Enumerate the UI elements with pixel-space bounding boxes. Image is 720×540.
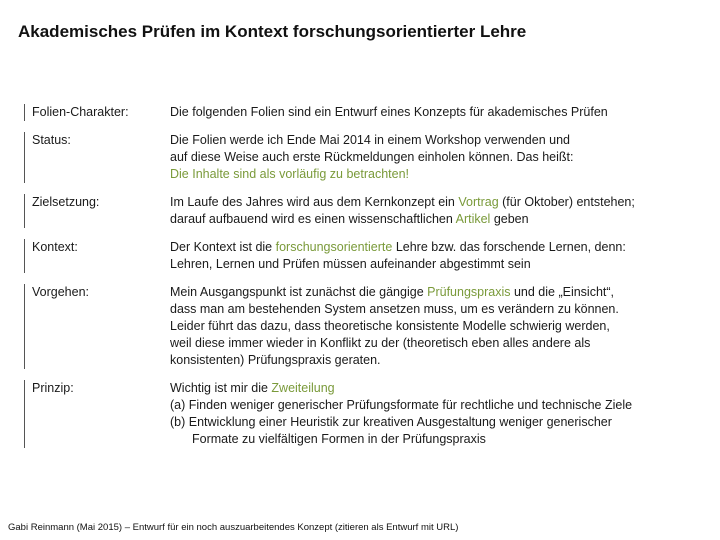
row-vorgehen <box>24 284 694 369</box>
row-text <box>170 380 694 448</box>
text-segment: Die Folien werde ich Ende Mai 2014 in einem Workshop verwenden und <box>170 133 570 147</box>
row-label: Vorgehen: <box>24 284 170 369</box>
slide-title: Akademisches Prüfen im Kontext forschungsorientierter Lehre <box>18 22 527 41</box>
text-line <box>170 239 694 256</box>
text-segment: Die folgenden Folien sind ein Entwurf eines Konzepts für akademisches Prüfen <box>170 105 608 119</box>
text-segment: Im Laufe des Jahres wird aus dem Kernkonzept ein <box>170 195 459 209</box>
row-kontext <box>24 239 694 273</box>
text-line <box>170 318 694 335</box>
row-text <box>170 284 694 369</box>
text-segment: Leider führt das dazu, dass theoretische konsistente Modelle schwierig werden, <box>170 319 610 333</box>
row-zielsetzung <box>24 194 694 228</box>
text-line <box>170 211 694 228</box>
row-label: Status: <box>24 132 170 183</box>
text-segment: weil diese immer wieder in Konflikt zu der (theoretisch eben alles andere als <box>170 336 591 350</box>
row-text <box>170 239 694 273</box>
text-line <box>170 132 694 149</box>
row-label: Folien-Charakter: <box>24 104 170 121</box>
text-segment: Wichtig ist mir die <box>170 381 272 395</box>
text-line <box>170 352 694 369</box>
text-line <box>170 166 694 183</box>
row-label: Zielsetzung: <box>24 194 170 228</box>
text-segment: geben <box>490 212 529 226</box>
highlight-text: forschungsorientierte <box>275 240 393 254</box>
text-line <box>170 194 694 211</box>
row-label: Kontext: <box>24 239 170 273</box>
text-line <box>170 284 694 301</box>
row-text <box>170 104 694 121</box>
footer-citation: Gabi Reinmann (Mai 2015) – Entwurf für ein noch auszuarbeitendes Konzept (zitieren als Entwurf mit URL) <box>8 522 459 533</box>
text-segment: Der Kontext ist die <box>170 240 276 254</box>
text-line <box>170 335 694 352</box>
text-line <box>170 397 694 414</box>
row-text <box>170 194 694 228</box>
text-segment: Formate zu vielfältigen Formen in der Prüfungspraxis <box>192 432 486 446</box>
row-prinzip <box>24 380 694 448</box>
text-segment: dass man am bestehenden System ansetzen muss, um es verändern zu können. <box>170 302 619 316</box>
row-status <box>24 132 694 183</box>
text-line <box>170 149 694 166</box>
highlight-text: Die Inhalte sind als vorläufig zu betrachten! <box>170 167 410 181</box>
text-segment: darauf aufbauend wird es einen wissenschaftlichen <box>170 212 456 226</box>
row-folien-charakter <box>24 104 694 121</box>
row-text <box>170 132 694 183</box>
text-segment: und die „Einsicht“, <box>510 285 615 299</box>
highlight-text: Artikel <box>455 212 491 226</box>
text-line <box>170 414 694 431</box>
highlight-text: Zweiteilung <box>271 381 335 395</box>
text-segment: (für Oktober) entstehen; <box>498 195 635 209</box>
text-segment: Mein Ausgangspunkt ist zunächst die gängige <box>170 285 428 299</box>
text-segment: Lehren, Lernen und Prüfen müssen aufeinander abgestimmt sein <box>170 257 531 271</box>
text-segment: konsistenten) Prüfungspraxis geraten. <box>170 353 381 367</box>
text-segment: Lehre bzw. das forschende Lernen, denn: <box>392 240 626 254</box>
highlight-text: Vortrag <box>458 195 499 209</box>
text-segment: (a) Finden weniger generischer Prüfungsformate für rechtliche und technische Ziele <box>170 398 633 412</box>
text-line <box>170 431 694 448</box>
highlight-text: Prüfungspraxis <box>427 285 511 299</box>
text-line <box>170 104 694 121</box>
text-line <box>170 301 694 318</box>
text-line <box>170 380 694 397</box>
content-rows <box>24 104 694 459</box>
text-segment: auf diese Weise auch erste Rückmeldungen einholen können. Das heißt: <box>170 150 574 164</box>
text-segment: (b) Entwicklung einer Heuristik zur kreativen Ausgestaltung weniger generischer <box>170 415 612 429</box>
row-label: Prinzip: <box>24 380 170 448</box>
text-line <box>170 256 694 273</box>
